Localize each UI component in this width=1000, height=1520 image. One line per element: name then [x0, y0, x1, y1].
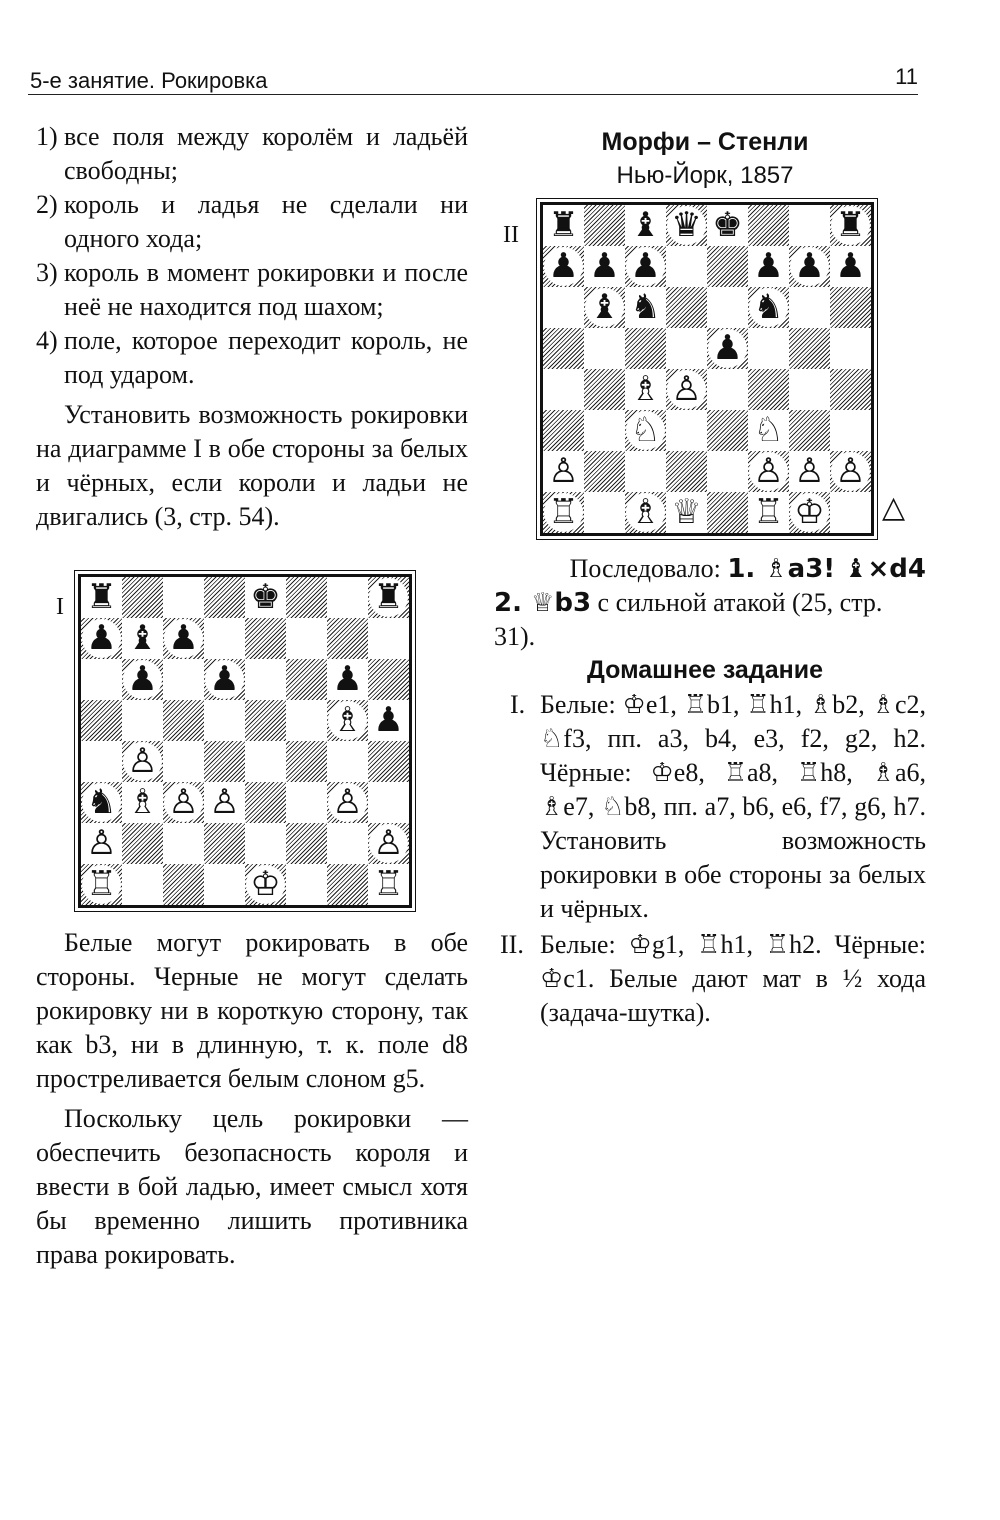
dark-square [122, 823, 163, 864]
light-square [666, 328, 707, 369]
light-square [707, 451, 748, 492]
homework-title: Домашнее задание [587, 656, 823, 684]
chess-piece-b6: ♟ [123, 660, 162, 699]
light-square [543, 287, 584, 328]
light-square [204, 618, 245, 659]
dark-square [584, 451, 625, 492]
chess-piece-a2: ♙ [82, 824, 121, 863]
chess-piece-a1: ♖ [544, 493, 583, 532]
answer-paragraph: Белые могут рокировать в обе стороны. Черные не могут сделать рокировку ни в короткую сторону, так как b3, ни в длинную, т. к. поле d8 простреливается белым слоном g5. [36, 928, 468, 1093]
dark-square [204, 577, 245, 618]
dark-square [543, 410, 584, 451]
light-square [830, 410, 871, 451]
light-square [327, 577, 368, 618]
dark-square [789, 328, 830, 369]
homework-item: I. Белые: ♔e1, ♖b1, ♖h1, ♗b2, ♗c2, ♘f3, пп. a3, b4, e3, f2, g2, h2. Чёрные: ♔e8, ♖a8, ♖h8, ♗a6, ♗e7, ♘b8, пп. a7, b6, e6, f7, g6, h7. Установить возможность рокировки в обе стороны за белых и чёрных. [510, 690, 926, 923]
chess-piece-c8: ♝ [626, 206, 665, 245]
dark-square [625, 328, 666, 369]
dark-square [830, 369, 871, 410]
chess-piece-h7: ♟ [831, 247, 870, 286]
dark-square [830, 287, 871, 328]
dark-square [204, 823, 245, 864]
game-players: Морфи – Стенли [601, 128, 809, 156]
dark-square [707, 246, 748, 287]
chess-piece-a8: ♜ [544, 206, 583, 245]
chess-piece-g3: ♙ [328, 783, 367, 822]
chess-piece-e5: ♟ [708, 329, 747, 368]
dark-square [666, 451, 707, 492]
answer-paragraph: Поскольку цель рокировки — обеспечить безопасность короля и ввести в бой ладью, имеет смысл хотя бы временно лишить противника права рокировать. [36, 1104, 468, 1269]
dark-square [245, 700, 286, 741]
chess-piece-b6: ♝ [585, 288, 624, 327]
chess-piece-g1: ♔ [790, 493, 829, 532]
chess-piece-h2: ♙ [831, 452, 870, 491]
light-square [286, 700, 327, 741]
light-square [81, 741, 122, 782]
chess-piece-a2: ♙ [544, 452, 583, 491]
light-square [584, 492, 625, 533]
chess-piece-b4: ♙ [123, 742, 162, 781]
light-square [327, 741, 368, 782]
chess-piece-c7: ♟ [164, 619, 203, 658]
chess-piece-d3: ♙ [205, 783, 244, 822]
light-square [789, 369, 830, 410]
continuation-move-2: 2. ♕b3 [494, 588, 592, 618]
dark-square [163, 700, 204, 741]
chess-piece-f7: ♟ [749, 247, 788, 286]
light-square [163, 823, 204, 864]
homework-list [500, 688, 926, 1030]
chess-piece-b7: ♝ [123, 619, 162, 658]
chess-piece-h5: ♟ [369, 701, 408, 740]
continuation-prefix: Последовало: [569, 554, 728, 583]
white-to-move-indicator: △ [882, 490, 906, 525]
dark-square [666, 287, 707, 328]
homework-item: II. Белые: ♔g1, ♖h1, ♖h2. Чёрные: ♔c1. Белые дают мат в ½ хода (задача-шутка). [500, 930, 926, 1027]
condition-item: 2) король и ладья не сделали ни одного хода; [36, 190, 468, 253]
light-square [204, 700, 245, 741]
light-square [584, 328, 625, 369]
light-square [543, 369, 584, 410]
condition-item: 1) все поля между королём и ладьёй свободны; [36, 122, 468, 185]
dark-square [707, 492, 748, 533]
chess-piece-g7: ♟ [790, 247, 829, 286]
dark-square [584, 369, 625, 410]
chess-piece-f6: ♞ [749, 288, 788, 327]
dark-square [327, 618, 368, 659]
light-square [286, 618, 327, 659]
light-square [286, 864, 327, 905]
chess-piece-c7: ♟ [626, 247, 665, 286]
chessboard-diagram-1 [78, 574, 412, 908]
chess-piece-c4: ♗ [626, 370, 665, 409]
light-square [748, 328, 789, 369]
light-square [245, 741, 286, 782]
chess-piece-a8: ♜ [82, 578, 121, 617]
continuation-move-1: 1. ♗a3! ♝×d4 [727, 554, 926, 584]
light-square [204, 864, 245, 905]
light-square [830, 328, 871, 369]
chess-piece-e1: ♔ [246, 865, 285, 904]
dark-square [122, 577, 163, 618]
dark-square [707, 410, 748, 451]
light-square [666, 410, 707, 451]
chess-piece-h8: ♜ [831, 206, 870, 245]
chess-piece-f3: ♘ [749, 411, 788, 450]
chess-piece-a7: ♟ [82, 619, 121, 658]
task-intro: Установить возможность рокировки на диаграмме I в обе стороны за белых и чёрных, если короли и ладьи не двигались (3, стр. 54). [36, 400, 468, 531]
light-square [245, 659, 286, 700]
light-square [625, 451, 666, 492]
dark-square [204, 741, 245, 782]
light-square [368, 782, 409, 823]
light-square [163, 741, 204, 782]
dark-square [81, 700, 122, 741]
dark-square [327, 864, 368, 905]
chessboard-diagram-2 [540, 202, 874, 536]
chess-piece-c3: ♙ [164, 783, 203, 822]
chess-piece-a1: ♖ [82, 865, 121, 904]
light-square [830, 492, 871, 533]
condition-item: 3) король в момент рокировки и после неё не находится под шахом; [36, 258, 468, 321]
chess-piece-f2: ♙ [749, 452, 788, 491]
light-square [122, 864, 163, 905]
chess-piece-h2: ♙ [369, 824, 408, 863]
light-square [707, 369, 748, 410]
chess-piece-b3: ♗ [123, 783, 162, 822]
chapter-title: 5-е занятие. Рокировка [30, 68, 268, 93]
dark-square [286, 577, 327, 618]
condition-item: 4) поле, которое переходит король, не под ударом. [36, 326, 468, 389]
chess-piece-g6: ♟ [328, 660, 367, 699]
chess-piece-d1: ♕ [667, 493, 706, 532]
chess-piece-d6: ♟ [205, 660, 244, 699]
dark-square [748, 369, 789, 410]
continuation-suffix: с сильной атакой (25, стр. 31). [494, 588, 883, 651]
chess-piece-e8: ♚ [708, 206, 747, 245]
light-square [666, 246, 707, 287]
light-square [707, 287, 748, 328]
light-square [368, 618, 409, 659]
light-square [286, 782, 327, 823]
chess-piece-d4: ♙ [667, 370, 706, 409]
light-square [584, 410, 625, 451]
chess-piece-a3: ♞ [82, 783, 121, 822]
chess-piece-a7: ♟ [544, 247, 583, 286]
chess-piece-h1: ♖ [369, 865, 408, 904]
light-square [789, 205, 830, 246]
dark-square [163, 864, 204, 905]
chess-piece-b7: ♟ [585, 247, 624, 286]
dark-square [286, 823, 327, 864]
castling-conditions-list [36, 120, 468, 534]
dark-square [245, 618, 286, 659]
dark-square [368, 741, 409, 782]
dark-square [748, 205, 789, 246]
light-square [327, 823, 368, 864]
light-square [81, 659, 122, 700]
dark-square [368, 659, 409, 700]
light-square [163, 577, 204, 618]
diagram-1-label: I [56, 594, 64, 620]
game-place-year: Нью-Йорк, 1857 [616, 162, 794, 189]
page-number: 11 [895, 64, 918, 89]
running-header [28, 62, 918, 95]
light-square [245, 823, 286, 864]
chess-piece-g5: ♗ [328, 701, 367, 740]
dark-square [286, 741, 327, 782]
chess-piece-c3: ♘ [626, 411, 665, 450]
dark-square [286, 659, 327, 700]
dark-square [245, 782, 286, 823]
diagram-1-answer [36, 926, 468, 1272]
chess-piece-c1: ♗ [626, 493, 665, 532]
dark-square [789, 410, 830, 451]
game-continuation [494, 552, 926, 654]
dark-square [584, 205, 625, 246]
light-square [789, 287, 830, 328]
diagram-2-label: II [503, 222, 519, 248]
light-square [163, 659, 204, 700]
chess-piece-h8: ♜ [369, 578, 408, 617]
chess-piece-d8: ♛ [667, 206, 706, 245]
chess-piece-g2: ♙ [790, 452, 829, 491]
light-square [122, 700, 163, 741]
chess-piece-f1: ♖ [749, 493, 788, 532]
dark-square [543, 328, 584, 369]
chess-piece-e8: ♚ [246, 578, 285, 617]
chess-piece-c6: ♞ [626, 288, 665, 327]
